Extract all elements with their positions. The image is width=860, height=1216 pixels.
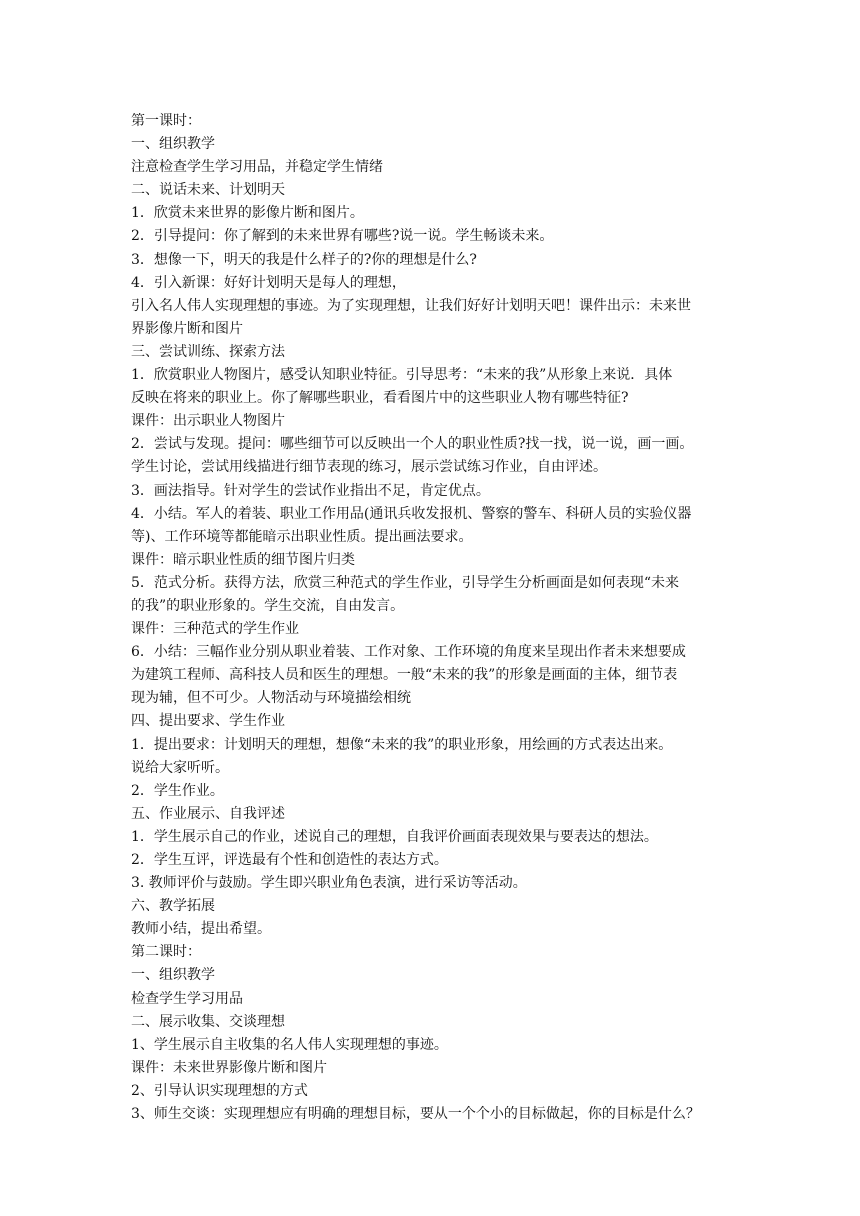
text-line: 三、尝试训练、探索方法 [131, 343, 285, 360]
text-line: 课件：暗示职业性质的细节图片归类 [131, 551, 355, 568]
text-line: 2．引导提问：你了解到的未来世界有哪些?说一说。学生畅谈未来。 [131, 228, 554, 245]
text-line: 4．小结。军人的着装、职业工作用品(通讯兵收发报机、警察的警车、科研人员的实验仪器 [131, 505, 692, 522]
text-line: 说给大家听听。 [131, 759, 229, 776]
text-line: 等)、工作环境等都能暗示出职业性质。提出画法要求。 [131, 528, 473, 545]
text-line: 反映在将来的职业上。你了解哪些职业，看看图片中的这些职业人物有哪些特征? [131, 390, 629, 407]
text-line: 3. 教师评价与鼓励。学生即兴职业角色表演，进行采访等活动。 [131, 875, 527, 892]
text-line: 课件：三种范式的学生作业 [131, 621, 299, 638]
text-line: 的我”的职业形象的。学生交流，自由发言。 [131, 597, 405, 614]
text-line: 1．学生展示自己的作业，述说自己的理想，自我评价画面表现效果与要表达的想法。 [131, 828, 658, 845]
text-line: 1．提出要求：计划明天的理想，想像“未来的我”的职业形象，用绘画的方式表达出来。 [131, 736, 673, 753]
text-line: 4．引入新课：好好计划明天是每人的理想， [131, 274, 406, 291]
text-line: 2．学生作业。 [131, 782, 224, 799]
text-line: 课件：未来世界影像片断和图片 [131, 1059, 327, 1076]
text-line: 2．尝试与发现。提问：哪些细节可以反映出一个人的职业性质?找一找，说一说，画一画。 [131, 436, 694, 453]
text-line: 学生讨论，尝试用线描进行细节表现的练习，展示尝试练习作业，自由评述。 [131, 459, 607, 476]
text-line: 2．学生互评，评选最有个性和创造性的表达方式。 [131, 852, 448, 868]
text-line: 3．想像一下，明天的我是什么样子的?你的理想是什么? [131, 251, 477, 268]
text-line: 5．范式分析。获得方法，欣赏三种范式的学生作业，引导学生分析画面是如何表现“未来 [131, 574, 680, 591]
text-line: 界影像片断和图片 [131, 320, 243, 337]
text-line: 第一课时： [131, 113, 201, 129]
text-line: 第二课时： [131, 944, 201, 961]
text-line: 2、引导认识实现理想的方式 [131, 1082, 308, 1099]
text-line: 四、提出要求、学生作业 [131, 713, 285, 730]
text-line: 六、教学拓展 [131, 898, 215, 915]
text-line: 为建筑工程师、高科技人员和医生的理想。一般“未来的我”的形象是画面的主体，细节表 [131, 667, 678, 684]
text-line: 1．欣赏未来世界的影像片断和图片。 [131, 205, 364, 222]
text-line: 引入名人伟人实现理想的事迹。为了实现理想，让我们好好计划明天吧！课件出示：未来世 [131, 297, 691, 314]
text-line: 3．画法指导。针对学生的尝试作业指出不足，肯定优点。 [131, 482, 490, 499]
text-line: 现为辅，但不可少。人物活动与环境描绘相统 [131, 690, 411, 707]
text-line: 课件：出示职业人物图片 [131, 413, 285, 430]
text-line: 6．小结：三幅作业分别从职业着装、工作对象、工作环境的角度来呈现出作者未来想要成 [131, 644, 686, 661]
text-line: 一、组织教学 [131, 967, 215, 984]
text-line: 教师小结，提出希望。 [131, 921, 271, 938]
text-line: 注意检查学生学习用品，并稳定学生情绪 [131, 159, 383, 176]
text-line: 二、展示收集、交谈理想 [131, 1013, 285, 1030]
text-line: 1、学生展示自主收集的名人伟人实现理想的事迹。 [131, 1036, 448, 1053]
text-line: 五、作业展示、自我评述 [131, 805, 285, 822]
text-line: 二、说话未来、计划明天 [131, 182, 285, 199]
lesson-plan-text [131, 110, 737, 1126]
text-line: 检查学生学习用品 [131, 990, 243, 1007]
text-line: 1．欣赏职业人物图片，感受认知职业特征。引导思考：“未来的我”从形象上来说．具体 [131, 367, 673, 384]
text-line: 3、师生交谈：实现理想应有明确的理想目标，要从一个个小的目标做起，你的目标是什么？ [131, 1106, 700, 1123]
text-line: 一、组织教学 [131, 136, 215, 153]
